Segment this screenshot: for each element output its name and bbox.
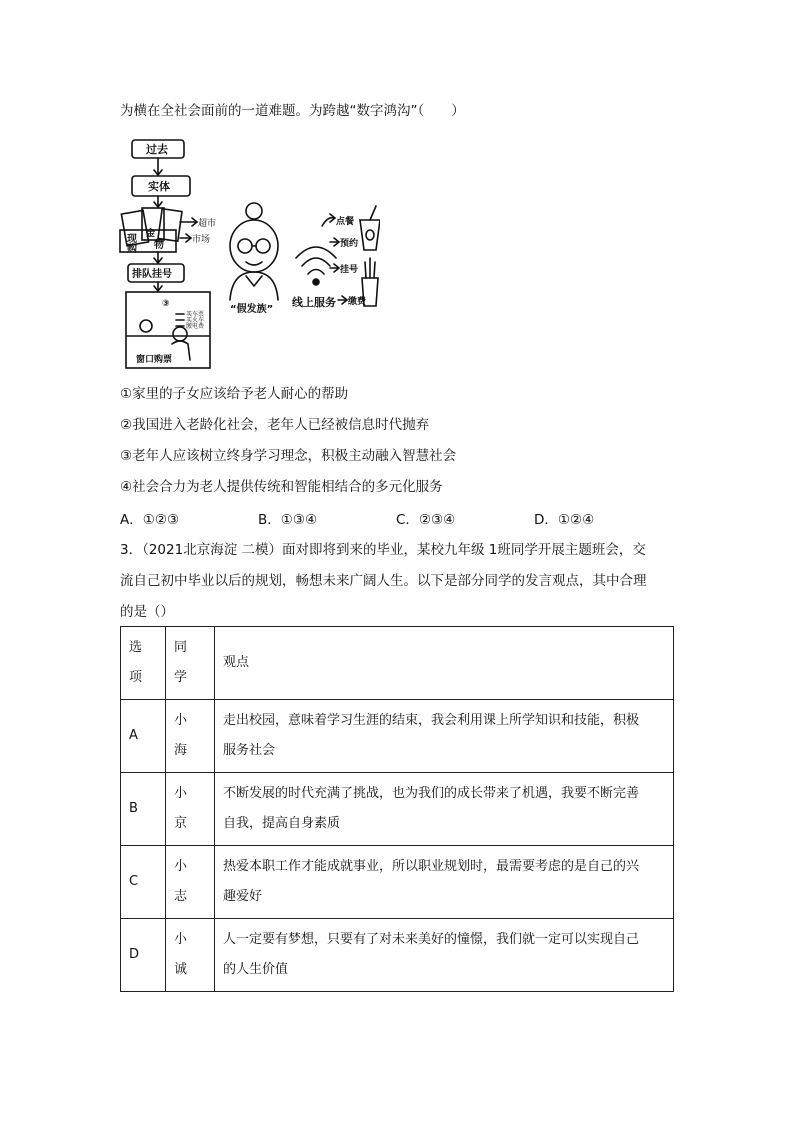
- q3-table: [120, 626, 674, 992]
- statement-4: ④社会合力为老人提供传统和智能相结合的多元化服务: [120, 479, 443, 495]
- row-option: B: [121, 773, 166, 846]
- table-row: [121, 846, 674, 919]
- svg-text:排队挂号: 排队挂号: [132, 269, 172, 280]
- option-c: C．②③④: [396, 512, 456, 528]
- svg-text:过去: 过去: [146, 143, 168, 156]
- wifi-icon: [296, 247, 336, 285]
- header-student: 同 学: [166, 627, 215, 700]
- row-student: 小 海: [166, 700, 215, 773]
- svg-text:缴费: 缴费: [348, 297, 367, 307]
- svg-text:缴电费: 缴电费: [186, 323, 205, 330]
- svg-text:买火车: 买火车: [186, 317, 205, 324]
- row-student: 小 志: [166, 846, 215, 919]
- row-student: 小 京: [166, 773, 215, 846]
- table-row: [121, 773, 674, 846]
- table-row: [121, 919, 674, 992]
- row-option: A: [121, 700, 166, 773]
- q3-line-3: 的是（）: [120, 604, 174, 620]
- svg-text:物: 物: [154, 240, 164, 251]
- svg-text:金: 金: [146, 229, 156, 239]
- svg-text:买车票: 买车票: [186, 311, 205, 318]
- svg-text:预约: 预约: [340, 239, 359, 249]
- option-d: D．①②④: [534, 512, 595, 528]
- row-option: C: [121, 846, 166, 919]
- svg-text:点餐: 点餐: [336, 217, 355, 227]
- row-student: 小 诚: [166, 919, 215, 992]
- statement-3: ③老年人应该树立终身学习理念，积极主动融入智慧社会: [120, 448, 457, 464]
- svg-text:市场: 市场: [192, 235, 211, 245]
- row-viewpoint: 走出校园，意味着学习生涯的结束，我会利用课上所学知识和技能，积极 服务社会: [215, 700, 674, 773]
- statement-1: ①家里的子女应该给予老人耐心的帮助: [120, 386, 349, 402]
- svg-text:超市: 超市: [198, 219, 217, 229]
- svg-text:线上服务: 线上服务: [292, 296, 336, 309]
- svg-text:购: 购: [127, 244, 137, 255]
- digital-divide-illustration: [118, 138, 380, 370]
- svg-text:③: ③: [162, 299, 170, 309]
- option-a: A．①②③: [120, 512, 180, 528]
- drink-cup-icon: [360, 206, 380, 250]
- intro-line: 为横在全社会面前的一道难题。为跨越“数字鸿沟”（ ）: [120, 103, 465, 119]
- svg-text:挂号: 挂号: [340, 265, 359, 275]
- svg-text:“假发族”: “假发族”: [230, 304, 274, 315]
- option-b: B．①③④: [258, 512, 318, 528]
- row-viewpoint: 不断发展的时代充满了挑战，也为我们的成长带来了机遇，我要不断完善 自我，提高自身素质: [215, 773, 674, 846]
- table-row: [121, 700, 674, 773]
- header-option: 选 项: [121, 627, 166, 700]
- header-viewpoint: 观点: [215, 627, 674, 700]
- statement-2: ②我国进入老龄化社会，老年人已经被信息时代抛弃: [120, 417, 430, 433]
- table-header-row: [121, 627, 674, 700]
- grandma-icon: [230, 203, 278, 300]
- svg-text:窗口购票: 窗口购票: [136, 355, 173, 365]
- row-viewpoint: 热爱本职工作才能成就事业，所以职业规划时，最需要考虑的是自己的兴 趣爱好: [215, 846, 674, 919]
- row-viewpoint: 人一定要有梦想，只要有了对未来美好的憧憬，我们就一定可以实现自己 的人生价值: [215, 919, 674, 992]
- row-option: D: [121, 919, 166, 992]
- q3-line-2: 流自己初中毕业以后的规划，畅想未来广阔人生。以下是部分同学的发言观点，其中合理: [120, 573, 647, 589]
- svg-text:现: 现: [127, 234, 137, 245]
- svg-text:实体: 实体: [148, 180, 170, 193]
- q3-line-1: 3．（2021北京海淀 二模）面对即将到来的毕业，某校九年级 1班同学开展主题班会，交: [120, 542, 646, 558]
